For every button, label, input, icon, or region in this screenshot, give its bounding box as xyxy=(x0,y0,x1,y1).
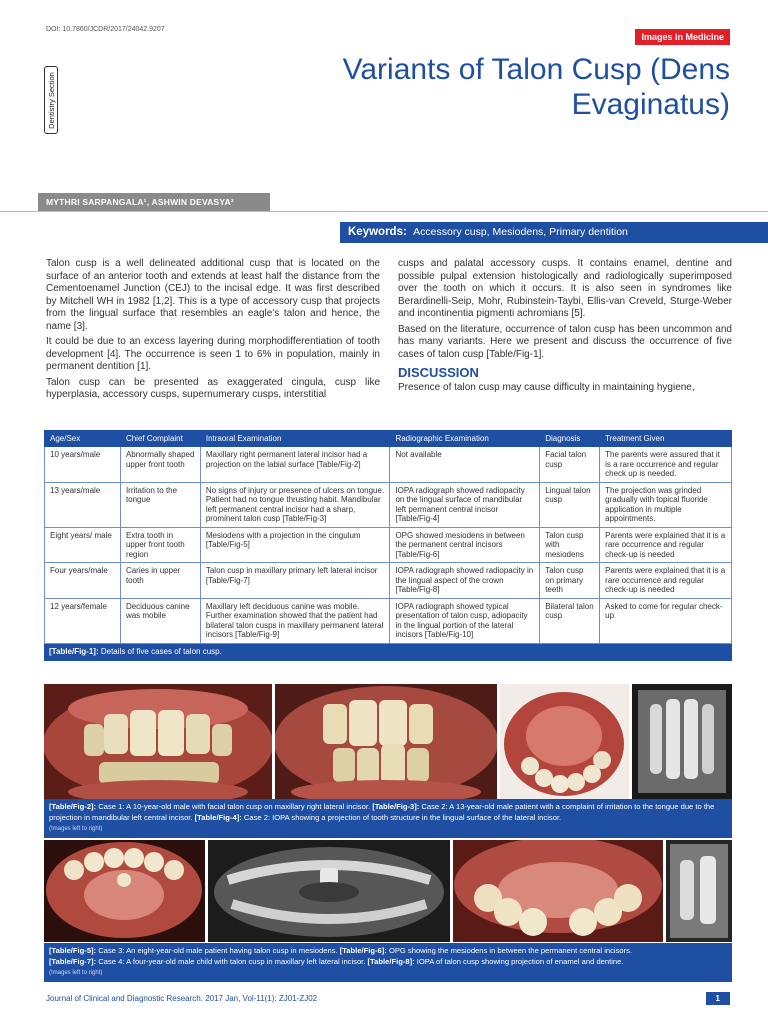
table-cell: Not available xyxy=(390,447,540,483)
fig-caption-text: Case 3: An eight-year-old male patient having talon cusp in mesiodens. xyxy=(98,946,338,955)
fig-caption-label: [Table/Fig-8]: xyxy=(367,956,415,966)
clinical-photo-fig7 xyxy=(453,840,663,942)
clinical-photo-fig2 xyxy=(44,684,272,799)
teeth-photo-image xyxy=(275,684,497,799)
fig-caption-text: Case 1: A 10-year-old male with facial talon cusp on maxillary right lateral incisor. xyxy=(98,802,371,811)
title-line-2: Evaginatus) xyxy=(571,88,730,121)
clinical-photo-fig3b xyxy=(500,684,629,799)
opg-radiograph-fig6 xyxy=(208,840,450,942)
table-cell: Caries in upper tooth xyxy=(120,563,200,599)
section-tag-label: Dentistry Section xyxy=(46,71,56,129)
table-cell: Deciduous canine was mobile xyxy=(120,598,200,643)
table-cell: Facial talon cusp xyxy=(540,447,600,483)
paragraph: Talon cusp is a well delineated additional cusp that is located on the surface of an anterior tooth and extends at least half the distance from the Cementoenamel Junction (CEJ) to the incisal edge. It was first described by Mitchell WH in 1982 [1,2]. This is a type of accessory cusp that projects from the lingual surface that resembles an eagle's talon and hence, the name [3]. xyxy=(46,258,380,332)
table-cell: 12 years/female xyxy=(45,598,121,643)
table-cell: Eight years/ male xyxy=(45,527,121,563)
paragraph: It could be due to an excess layering during morphodifferentiation of tooth development [4]. The occurrence is seen 1 to 6% in population, mainly in permanent dentition [1]. xyxy=(46,336,380,372)
table-cell: IOPA radiograph showed radiopacity in the lingual aspect of the crown [Table/Fig-8] xyxy=(390,563,540,599)
figure-caption-row-1 xyxy=(44,799,732,838)
clinical-photo-fig5 xyxy=(44,840,205,942)
table-header-cell: Intraoral Examination xyxy=(200,431,390,447)
table-cell: Irritation to the tongue xyxy=(120,482,200,527)
fig-caption-text: Case 4: A four-year-old male child with talon cusp in maxillary left lateral incisor. xyxy=(98,956,366,966)
table-caption-label: [Table/Fig-1]: xyxy=(49,646,99,656)
table-cell: OPG showed mesiodens in between the permanent central incisors [Table/Fig-6] xyxy=(390,527,540,563)
body-column-left xyxy=(46,258,380,405)
table-row xyxy=(45,598,732,643)
teeth-photo-image xyxy=(500,684,629,799)
fig-caption-text: OPG showing the mesiodens in between the permanent central incisors. xyxy=(388,946,633,955)
table-cell: Talon cusp with mesiodens xyxy=(540,527,600,563)
table-cell: Maxillary right permanent lateral incisor had a projection on the labial surface [Table/Fig-2] xyxy=(200,447,390,483)
table-cell: The projection was grinded gradually with topical fluoride application in multiple appointments. xyxy=(600,482,732,527)
table-row xyxy=(45,563,732,599)
figure-row-1 xyxy=(44,684,732,799)
fig-caption-label: [Table/Fig-6]: xyxy=(339,946,387,955)
cases-table-wrapper xyxy=(44,430,732,661)
fig-caption-note: (Images left to right) xyxy=(49,970,103,976)
radiograph-fig4 xyxy=(632,684,732,799)
table-row xyxy=(45,482,732,527)
table-cell: Parents were explained that it is a rare occurrence and regular check-up is needed xyxy=(600,527,732,563)
cases-table xyxy=(44,430,732,644)
figure-caption-row-2 xyxy=(44,943,732,982)
table-cell: Talon cusp on primary teeth xyxy=(540,563,600,599)
journal-footer: Journal of Clinical and Diagnostic Research. 2017 Jan, Vol-11(1): ZJ01-ZJ02 xyxy=(46,994,318,1003)
table-header-cell: Age/Sex xyxy=(45,431,121,447)
fig-caption-text: IOPA of talon cusp showing projection of enamel and dentine. xyxy=(416,956,624,966)
table-cell: Asked to come for regular check-up xyxy=(600,598,732,643)
table-cell: The parents were assured that it is a rare occurrence and regular check up is needed. xyxy=(600,447,732,483)
table-header-cell: Radiographic Examination xyxy=(390,431,540,447)
fig-caption-label: [Table/Fig-5]: xyxy=(49,946,97,955)
teeth-photo-image xyxy=(44,840,205,942)
table-cell: Mesiodens with a projection in the cingulum [Table/Fig-5] xyxy=(200,527,390,563)
xray-image xyxy=(632,684,732,799)
table-row xyxy=(45,447,732,483)
table-cell: Maxillary left deciduous canine was mobile. Further examination showed that the patient had bilateral talon cusps in maxillary permanent lateral incisors [Table/Fig-9] xyxy=(200,598,390,643)
keywords-bar xyxy=(340,222,768,243)
table-header-row xyxy=(45,431,732,447)
clinical-photo-fig3 xyxy=(275,684,497,799)
figure-row-2 xyxy=(44,840,732,942)
fig-caption-label: [Table/Fig-4]: xyxy=(194,812,242,822)
table-cell: Talon cusp in maxillary primary left lateral incisor [Table/Fig-7] xyxy=(200,563,390,599)
table-header-cell: Chief Complaint xyxy=(120,431,200,447)
table-cell: Lingual talon cusp xyxy=(540,482,600,527)
table-header-cell: Diagnosis xyxy=(540,431,600,447)
table-caption-text: Details of five cases of talon cusp. xyxy=(100,646,222,656)
paragraph: cusps and palatal accessory cusps. It contains enamel, dentine and possible pulpal extension histologically and radiologically superimposed over the tooth on which it occurs. It is also seen in syndromes like Berardinelli-Seip, Mohr, Rubinstein-Taybi, Ellis-van Creveld, Sturge-Weber and incontinentia pigmenti achromians [5]. xyxy=(398,258,732,319)
radiograph-fig8 xyxy=(666,840,732,942)
table-header-cell: Treatment Given xyxy=(600,431,732,447)
fig-caption-note: (Images left to right) xyxy=(49,826,103,832)
fig-caption-label: [Table/Fig-3]: xyxy=(372,802,420,811)
table-cell: No signs of injury or presence of ulcers on tongue. Patient had no tongue thrusting habit. Mandibular left permanent central incisor had a sharp, prominent talon cusp [Table/Fig-3] xyxy=(200,482,390,527)
keywords-value: Accessory cusp, Mesiodens, Primary dentition xyxy=(413,226,628,238)
paragraph: Presence of talon cusp may cause difficulty in maintaining hygiene, xyxy=(398,381,695,393)
xray-image xyxy=(208,840,450,942)
title-line-1: Variants of Talon Cusp (Dens xyxy=(342,53,730,86)
section-tag xyxy=(44,66,58,134)
authors-bar: MYTHRI SARPANGALA¹, ASHWIN DEVASYA² xyxy=(38,193,270,211)
table-caption xyxy=(44,644,732,661)
table-cell: Four years/male xyxy=(45,563,121,599)
paragraph: Based on the literature, occurrence of talon cusp has been uncommon and has many variants. Here we present and discuss the occurrence of five cases of talon cusp [Table/Fig-1]. xyxy=(398,323,732,360)
page-number: 1 xyxy=(706,992,730,1005)
table-cell: Abnormally shaped upper front tooth xyxy=(120,447,200,483)
fig-caption-text: Case 2: IOPA showing a projection of tooth structure in the lingual surface of the lateral incisor. xyxy=(243,812,562,822)
discussion-heading: DISCUSSION xyxy=(398,365,479,380)
teeth-photo-image xyxy=(44,684,272,799)
table-cell: Parents were explained that it is a rare occurrence and regular check-up is needed xyxy=(600,563,732,599)
doi-line: DOI: 10.7860/JCDR/2017/24042.9207 xyxy=(46,26,165,33)
table-cell: IOPA radiograph showed typical presentation of talon cusp, adiopacity in the lingual portion of the lateral incisors [Table/Fig-10] xyxy=(390,598,540,643)
table-cell: Bilateral talon cusp xyxy=(540,598,600,643)
table-cell: 13 years/male xyxy=(45,482,121,527)
table-cell: 10 years/male xyxy=(45,447,121,483)
keywords-label: Keywords: xyxy=(348,226,407,238)
xray-image xyxy=(666,840,732,942)
authors-divider xyxy=(0,211,768,212)
body-column-right xyxy=(398,258,732,397)
article-title xyxy=(290,52,730,122)
fig-caption-label: [Table/Fig-7]: xyxy=(49,956,97,966)
table-cell: Extra tooth in upper front tooth region xyxy=(120,527,200,563)
paragraph: Talon cusp can be presented as exaggerated cingula, cusp like hyperplasia, accessory cusps, supernumerary cusps, interstitial xyxy=(46,376,380,400)
table-cell: IOPA radiograph showed radiopacity on the lingual surface of mandibular left permanent central incisor [Table/Fig-4] xyxy=(390,482,540,527)
teeth-photo-image xyxy=(453,840,663,942)
fig-caption-text: Case 2: A 13-year-old male patient with a complaint of irritation to the tongue due to the projection in mandibular left central incisor. xyxy=(49,802,715,822)
table-row xyxy=(45,527,732,563)
fig-caption-label: [Table/Fig-2]: xyxy=(49,802,97,811)
article-type-badge: Images in Medicine xyxy=(635,29,730,45)
